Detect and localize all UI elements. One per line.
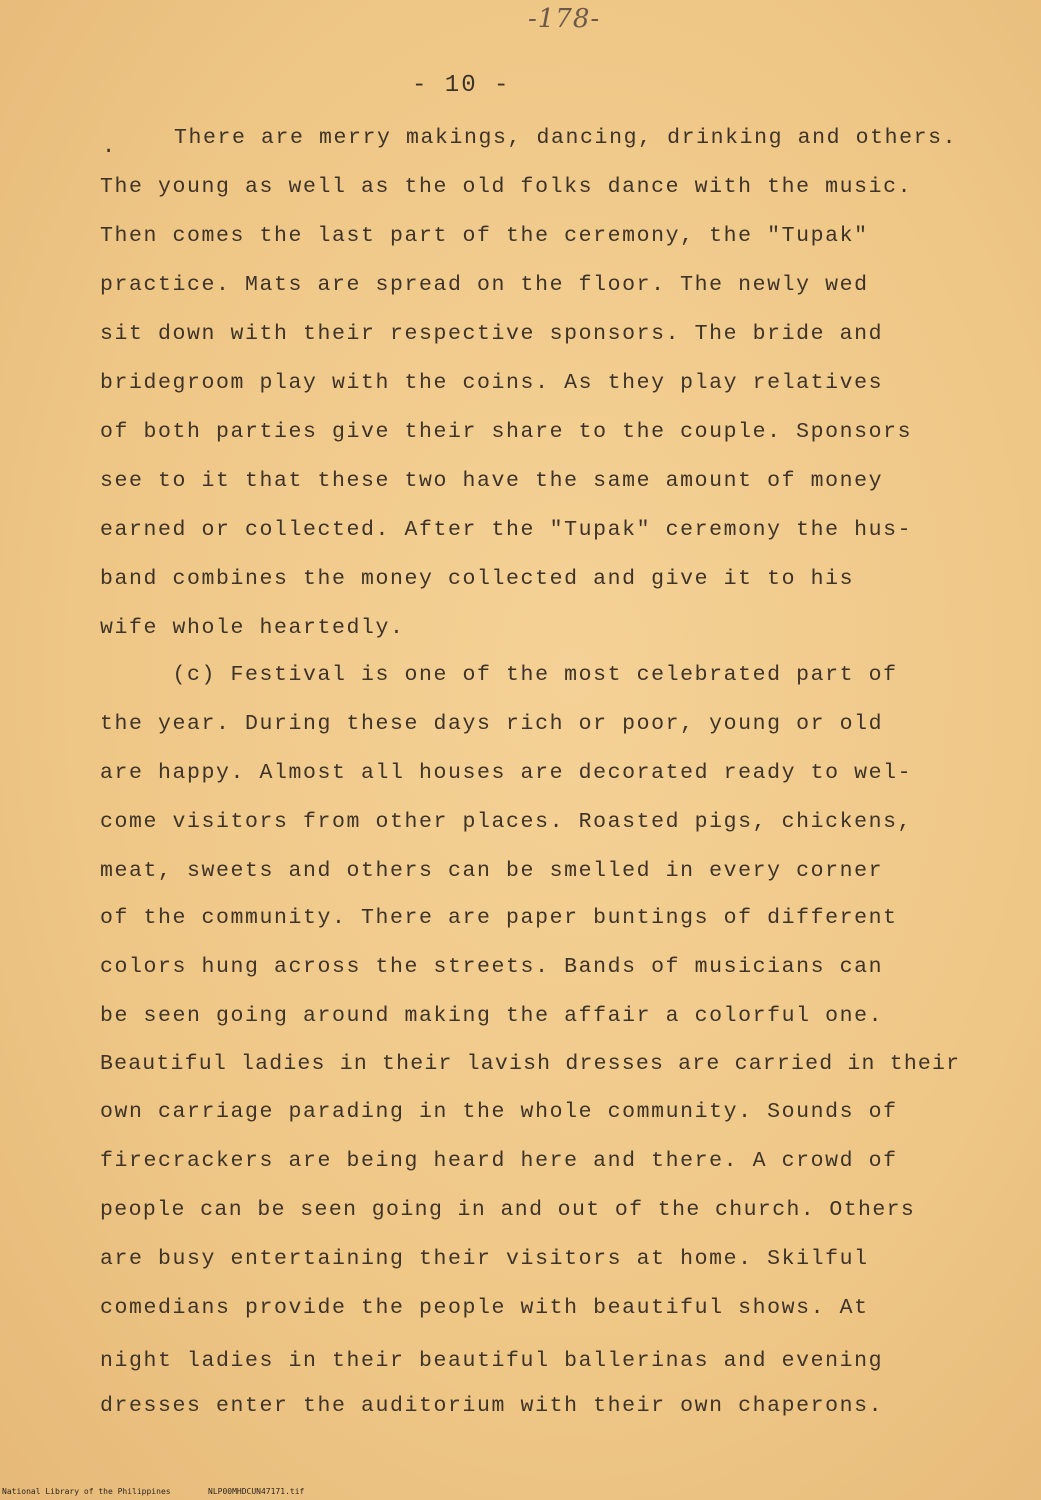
handwritten-page-note: -178-	[528, 4, 601, 34]
text-line: come visitors from other places. Roasted pigs, chickens,	[100, 810, 913, 834]
text-line: are busy entertaining their visitors at home. Skilful	[100, 1247, 869, 1271]
text-line: The young as well as the old folks dance with the music.	[100, 175, 913, 199]
text-line: of both parties give their share to the couple. Sponsors	[100, 420, 913, 444]
text-line: are happy. Almost all houses are decorated ready to wel-	[100, 761, 913, 785]
margin-dot: .	[102, 134, 116, 159]
text-line: sit down with their respective sponsors. The bride and	[100, 322, 884, 346]
text-line: night ladies in their beautiful ballerinas and evening	[100, 1349, 884, 1373]
text-line: colors hung across the streets. Bands of musicians can	[100, 955, 884, 979]
text-line: bridegroom play with the coins. As they play relatives	[100, 371, 884, 395]
text-line: meat, sweets and others can be smelled in every corner	[100, 859, 884, 883]
text-line: see to it that these two have the same amount of money	[100, 469, 884, 493]
text-line: be seen going around making the affair a colorful one.	[100, 1004, 884, 1028]
text-line: Then comes the last part of the ceremony, the "Tupak"	[100, 224, 869, 248]
footer-library-name: National Library of the Philippines	[2, 1487, 171, 1496]
text-line: the year. During these days rich or poor, young or old	[100, 712, 884, 736]
text-line: practice. Mats are spread on the floor. The newly wed	[100, 273, 869, 297]
text-line: firecrackers are being heard here and there. A crowd of	[100, 1149, 898, 1173]
text-line: (c) Festival is one of the most celebrated part of	[100, 663, 898, 687]
footer-file-id: NLP00MHDCUN47171.tif	[208, 1487, 305, 1496]
text-line: There are merry makings, dancing, drinking and others.	[174, 126, 958, 150]
text-line: people can be seen going in and out of the church. Others	[100, 1198, 916, 1222]
text-line: own carriage parading in the whole community. Sounds of	[100, 1100, 898, 1124]
text-line: band combines the money collected and give it to his	[100, 567, 855, 591]
text-line: wife whole heartedly.	[100, 616, 405, 640]
text-line: comedians provide the people with beautiful shows. At	[100, 1296, 869, 1320]
page-number: - 10 -	[412, 72, 511, 99]
text-line: of the community. There are paper buntings of different	[100, 906, 898, 930]
text-line: dresses enter the auditorium with their own chaperons.	[100, 1394, 884, 1418]
text-line: earned or collected. After the "Tupak" ceremony the hus-	[100, 518, 913, 542]
text-line: Beautiful ladies in their lavish dresses are carried in their	[100, 1052, 961, 1076]
